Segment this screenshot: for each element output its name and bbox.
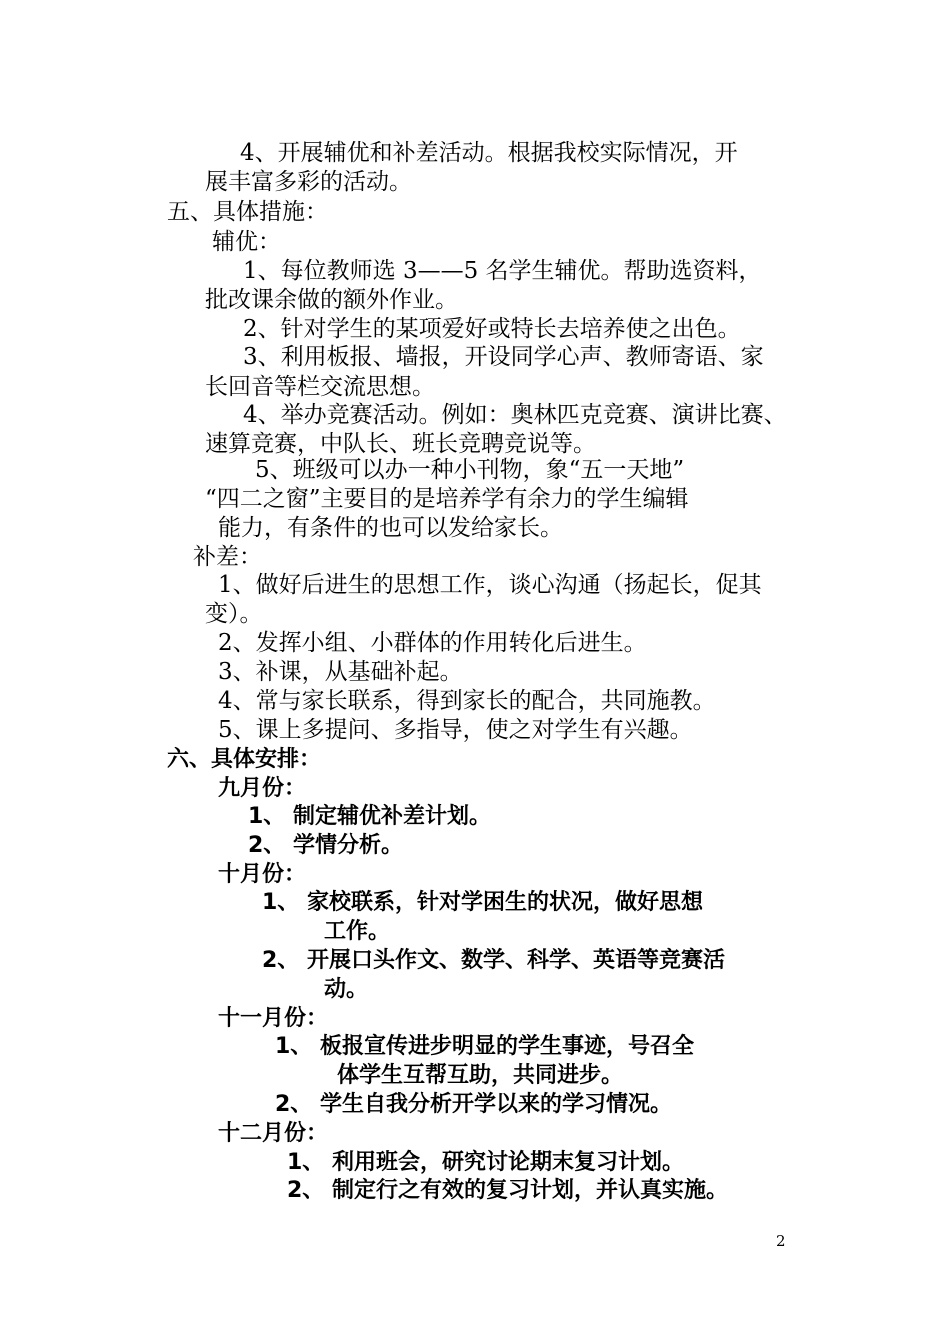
text-line: 工作。 bbox=[324, 919, 391, 944]
text-line: 2、 开展口头作文、数学、科学、英语等竞赛活 bbox=[262, 948, 725, 973]
text-line: 3、利用板报、墙报，开设同学心声、教师寄语、家 bbox=[243, 344, 764, 370]
text-line: 1、每位教师选 3——5 名学生辅优。帮助选资料， bbox=[243, 258, 762, 284]
text-line: 2、 学生自我分析开学以来的学习情况。 bbox=[275, 1092, 672, 1117]
text-line: 2、针对学生的某项爱好或特长去培养使之出色。 bbox=[243, 316, 741, 342]
text-line: 体学生互帮互助，共同进步。 bbox=[337, 1063, 624, 1088]
page-number: 2 bbox=[776, 1232, 786, 1250]
text-line: 4、开展辅优和补差活动。根据我校实际情况，开 bbox=[240, 140, 738, 166]
text-line: 4、举办竞赛活动。例如：奥林匹克竞赛、演讲比赛、 bbox=[243, 402, 787, 428]
text-line: 1、 板报宣传进步明显的学生事迹，号召全 bbox=[275, 1034, 694, 1059]
text-line: 2、 制定行之有效的复习计划，并认真实施。 bbox=[287, 1178, 728, 1203]
month-heading: 十月份： bbox=[218, 862, 307, 887]
section-heading: 五、具体措施： bbox=[167, 199, 328, 225]
text-line: 展丰富多彩的活动。 bbox=[205, 169, 412, 195]
text-line: 1、 利用班会，研究讨论期末复习计划。 bbox=[287, 1150, 684, 1175]
text-line: 2、 学情分析。 bbox=[248, 833, 403, 858]
month-heading: 十二月份： bbox=[218, 1121, 329, 1146]
text-line: 动。 bbox=[324, 977, 369, 1002]
subsection-heading: 辅优： bbox=[212, 229, 281, 255]
text-line: 1、 制定辅优补差计划。 bbox=[248, 804, 491, 829]
text-line: 5、课上多提问、多指导，使之对学生有兴趣。 bbox=[218, 717, 693, 743]
text-line: 1、做好后进生的思想工作，谈心沟通（扬起长，促其 bbox=[218, 572, 762, 598]
text-line: 3、补课，从基础补起。 bbox=[218, 659, 463, 685]
section-heading: 六、具体安排： bbox=[167, 747, 322, 772]
text-line: 5、班级可以办一种小刊物，象“五一天地” bbox=[255, 457, 685, 483]
text-line: 批改课余做的额外作业。 bbox=[205, 287, 458, 313]
text-line: 长回音等栏交流思想。 bbox=[205, 374, 435, 400]
text-line: “四二之窗”主要目的是培养学有余力的学生编辑 bbox=[205, 486, 689, 512]
text-line: 4、常与家长联系，得到家长的配合，共同施教。 bbox=[218, 688, 716, 714]
month-heading: 九月份： bbox=[218, 776, 307, 801]
text-line: 2、发挥小组、小群体的作用转化后进生。 bbox=[218, 630, 647, 656]
text-line: 能力，有条件的也可以发给家长。 bbox=[218, 515, 563, 541]
text-line: 变）。 bbox=[205, 601, 263, 627]
subsection-heading: 补差： bbox=[193, 544, 262, 570]
text-line: 速算竞赛，中队长、班长竞聘竞说等。 bbox=[205, 431, 596, 457]
text-line: 1、 家校联系，针对学困生的状况，做好思想 bbox=[262, 890, 703, 915]
month-heading: 十一月份： bbox=[218, 1006, 329, 1031]
